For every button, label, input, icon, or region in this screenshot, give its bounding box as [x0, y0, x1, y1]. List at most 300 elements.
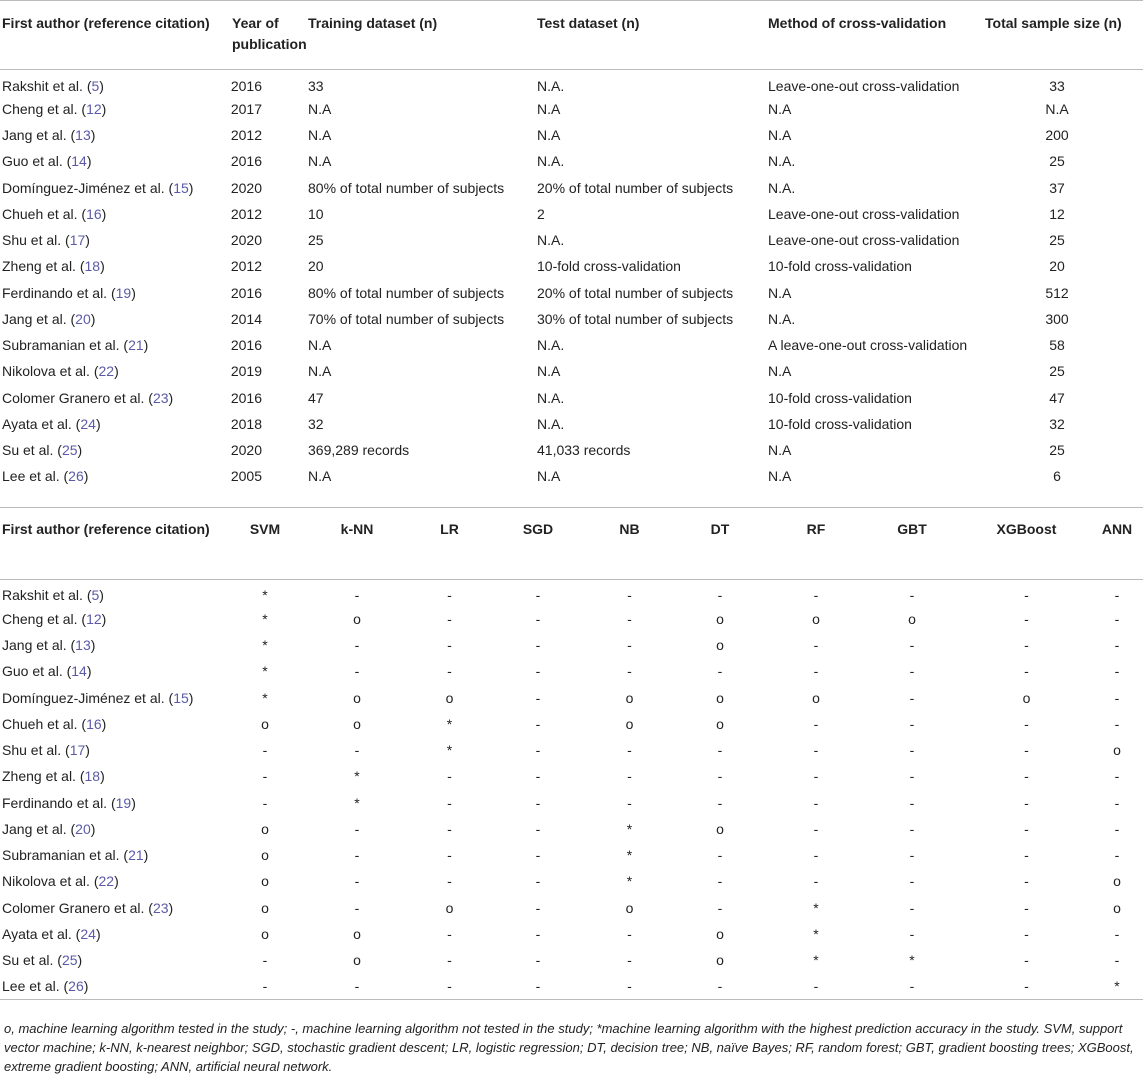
algorithm-mark: - [447, 637, 452, 654]
year-cell: 2018 [230, 415, 262, 432]
author-cell: Ayata et al. (24) [2, 415, 101, 432]
algorithm-mark: o [908, 610, 916, 627]
author-name: Guo et al. [2, 153, 63, 170]
author-cell: Lee et al. (26) [0, 973, 228, 999]
author-name: Guo et al. [2, 663, 63, 680]
year-cell: 2017 [230, 100, 262, 117]
test-cell: N.A. [537, 77, 565, 94]
citation-link[interactable]: 14 [71, 663, 87, 680]
algorithm-mark: o [353, 715, 361, 732]
algorithm-mark: - [262, 768, 268, 785]
table-row [0, 358, 1143, 384]
algorithm-mark: - [447, 610, 452, 627]
author-name: Rakshit et al. [2, 77, 83, 94]
algorithm-mark: o [625, 715, 634, 732]
citation-link[interactable]: 20 [75, 310, 91, 327]
citation-link[interactable]: 26 [68, 468, 84, 485]
algorithm-mark: o [1113, 742, 1121, 759]
author-cell: Jang et al. (20) [2, 820, 96, 837]
algorithm-mark: - [1024, 952, 1029, 969]
total-cell: 25 [1049, 442, 1065, 459]
algorithm-table-header-row [0, 508, 1143, 580]
author-name: Su et al. [2, 952, 54, 969]
author-cell: Subramanian et al. (21) [2, 847, 149, 864]
algorithm-mark: - [354, 663, 360, 680]
header-algorithm: SVM [228, 508, 302, 580]
algorithm-mark: - [535, 768, 541, 785]
algorithm-mark: * [909, 952, 915, 969]
header-algorithm: XGBoost [962, 508, 1091, 580]
algorithm-mark: o [716, 820, 724, 837]
header-algorithm: DT [670, 508, 770, 580]
algorithm-mark: - [962, 973, 1091, 999]
algorithm-mark: - [354, 820, 360, 837]
header-algorithm: RF [770, 508, 862, 580]
author-name: Subramanian et al. [2, 847, 120, 864]
header-year: Year of publication [228, 1, 308, 70]
algorithm-mark: - [909, 899, 915, 916]
table-row [0, 463, 1143, 489]
algorithm-mark: * [813, 899, 819, 916]
table-row [0, 306, 1143, 332]
algorithm-mark: - [909, 820, 915, 837]
header-test: Test dataset (n) [537, 1, 768, 70]
algorithm-mark: - [813, 637, 819, 654]
algorithm-mark: - [909, 663, 915, 680]
algorithm-mark: - [717, 663, 723, 680]
algorithm-mark: - [909, 847, 915, 864]
algorithm-mark: * [626, 847, 633, 864]
algorithm-mark: * [813, 925, 819, 942]
citation-link[interactable]: 21 [128, 337, 144, 354]
training-cell: 47 [308, 389, 324, 406]
citation-link[interactable]: 20 [75, 820, 91, 837]
table-row [0, 148, 1143, 174]
algorithm-mark: - [447, 587, 452, 604]
algorithm-mark: o [1113, 899, 1121, 916]
algorithm-mark: - [627, 587, 632, 604]
algorithm-mark: - [1114, 847, 1120, 864]
citation-link[interactable]: 15 [173, 689, 189, 706]
algorithm-mark: - [354, 873, 360, 890]
author-cell: Su et al. (25) [2, 442, 83, 459]
algorithm-mark: - [813, 873, 819, 890]
author-cell: Jang et al. (13) [2, 637, 96, 654]
cv-cell: Leave-one-out cross-validation [768, 232, 960, 249]
algorithm-mark: - [813, 847, 819, 864]
algorithm-mark: - [535, 820, 541, 837]
year-cell: 2020 [230, 179, 262, 196]
citation-link[interactable]: 15 [173, 179, 189, 196]
author-name: Domínguez-Jiménez et al. [2, 689, 165, 706]
algorithm-mark: * [626, 820, 633, 837]
test-cell: N.A [537, 100, 561, 117]
year-cell: 2016 [230, 153, 262, 170]
algorithm-mark: - [1114, 663, 1120, 680]
citation-link[interactable]: 23 [152, 899, 169, 916]
author-name: Colomer Granero et al. [2, 389, 145, 406]
algorithm-mark: - [447, 873, 452, 890]
total-cell: 512 [1045, 284, 1069, 301]
author-cell: Rakshit et al. (5) [2, 77, 104, 94]
table-row [0, 763, 1143, 789]
author-name: Chueh et al. [2, 715, 78, 732]
citation-link[interactable]: 24 [80, 925, 96, 942]
author-cell: Domínguez-Jiménez et al. (15) [2, 689, 194, 706]
algorithm-mark: - [627, 742, 632, 759]
algorithm-table [0, 507, 1143, 1000]
cv-cell: N.A. [768, 310, 796, 327]
citation-link[interactable]: 26 [68, 978, 84, 995]
author-cell: Chueh et al. (16) [2, 205, 107, 222]
algorithm-mark: o [445, 689, 454, 706]
algorithm-mark: - [535, 847, 541, 864]
algorithm-mark: - [447, 847, 452, 864]
algorithm-mark: - [1024, 610, 1029, 627]
algorithm-mark: * [354, 768, 360, 785]
algorithm-mark: - [1114, 715, 1120, 732]
algorithm-mark: - [487, 973, 589, 999]
algorithm-mark: - [535, 587, 541, 604]
algorithm-mark: o [716, 637, 724, 654]
header-algorithm: LR [412, 508, 487, 580]
algorithm-mark: - [447, 663, 452, 680]
table-row [0, 606, 1143, 632]
citation-link[interactable]: 16 [86, 715, 102, 732]
citation-link[interactable]: 19 [115, 794, 132, 811]
table-row [0, 947, 1143, 973]
algorithm-mark: - [909, 768, 915, 785]
author-cell: Subramanian et al. (21) [2, 337, 149, 354]
algorithm-mark: o [261, 873, 269, 890]
algorithm-mark: o [261, 899, 269, 916]
cv-cell: 10-fold cross-validation [768, 258, 912, 275]
algorithm-mark: - [717, 873, 723, 890]
year-cell: 2014 [230, 310, 262, 327]
training-cell: 369,289 records [308, 442, 410, 459]
training-cell: 10 [308, 205, 324, 222]
algorithm-mark: - [862, 973, 962, 999]
cv-cell: N.A [768, 127, 792, 144]
author-cell: Nikolova et al. (22) [2, 363, 119, 380]
table-row [0, 70, 1143, 96]
citation-link[interactable]: 13 [75, 637, 91, 654]
citation-link[interactable]: 22 [98, 363, 115, 380]
algorithm-mark: o [1113, 873, 1121, 890]
citation-link[interactable]: 18 [84, 258, 101, 275]
algorithm-mark: - [1024, 715, 1029, 732]
author-cell: Ayata et al. (24) [2, 925, 101, 942]
author-name: Ayata et al. [2, 415, 72, 432]
algorithm-mark: - [535, 925, 541, 942]
training-cell: 80% of total number of subjects [308, 179, 505, 196]
algorithm-mark: - [1114, 952, 1120, 969]
cv-cell: 10-fold cross-validation [768, 415, 912, 432]
header-total: Total sample size (n) [985, 1, 1143, 70]
algorithm-mark: - [535, 899, 541, 916]
algorithm-mark: - [813, 742, 819, 759]
algorithm-mark: * [262, 610, 268, 627]
table-row [0, 711, 1143, 737]
author-cell: Zheng et al. (18) [2, 258, 105, 275]
table-row [0, 253, 1143, 279]
citation-link[interactable]: 19 [115, 284, 132, 301]
author-name: Cheng et al. [2, 100, 78, 117]
algorithm-mark: o [353, 689, 361, 706]
author-cell: Colomer Granero et al. (23) [2, 899, 174, 916]
algorithm-mark: o [812, 689, 820, 706]
table-row [0, 868, 1143, 894]
algorithm-mark: - [1024, 899, 1029, 916]
algorithm-mark: - [535, 742, 541, 759]
algorithm-mark: o [716, 952, 724, 969]
cv-cell: N.A [768, 100, 792, 117]
algorithm-mark: o [812, 610, 820, 627]
algorithm-mark: o [625, 689, 634, 706]
algorithm-mark: - [1024, 925, 1029, 942]
citation-link[interactable]: 22 [98, 873, 115, 890]
algorithm-mark: - [354, 587, 360, 604]
table-row [0, 332, 1143, 358]
citation-link[interactable]: 21 [128, 847, 144, 864]
algorithm-mark: - [627, 925, 632, 942]
training-cell: N.A [308, 127, 332, 144]
citation-link[interactable]: 17 [69, 232, 86, 249]
algorithm-mark: o [716, 715, 724, 732]
algorithm-mark: - [535, 637, 541, 654]
year-cell: 2019 [230, 363, 262, 380]
algorithm-mark: - [1114, 689, 1120, 706]
algorithm-mark: o [445, 899, 454, 916]
author-name: Cheng et al. [2, 610, 78, 627]
algorithm-mark: - [909, 689, 915, 706]
algorithm-mark: - [354, 899, 360, 916]
total-cell: 25 [1049, 232, 1065, 249]
cv-cell: 10-fold cross-validation [768, 389, 912, 406]
author-name: Jang et al. [2, 127, 67, 144]
total-cell: 37 [1049, 179, 1065, 196]
algorithm-mark: - [813, 794, 819, 811]
algorithm-mark: - [813, 663, 819, 680]
test-cell: N.A [537, 363, 561, 380]
header-training: Training dataset (n) [308, 1, 537, 70]
algorithm-mark: - [813, 587, 819, 604]
year-cell: 2005 [230, 468, 262, 485]
author-name: Su et al. [2, 442, 54, 459]
author-name: Jang et al. [2, 637, 67, 654]
citation-link[interactable]: 23 [152, 389, 169, 406]
algorithm-mark: - [447, 820, 452, 837]
table-row [0, 895, 1143, 921]
training-cell: N.A [308, 100, 332, 117]
author-name: Ayata et al. [2, 925, 72, 942]
header-algorithm: GBT [862, 508, 962, 580]
dataset-table-header-row [0, 1, 1143, 70]
citation-link[interactable]: 25 [61, 952, 78, 969]
citation-link[interactable]: 17 [69, 742, 86, 759]
table-row [0, 175, 1143, 201]
algorithm-mark: o [261, 820, 269, 837]
total-cell: 200 [1045, 127, 1069, 144]
algorithm-mark: - [1114, 637, 1120, 654]
author-name: Ferdinando et al. [2, 794, 108, 811]
table-row [0, 385, 1143, 411]
algorithm-mark: - [909, 587, 915, 604]
header-author: First author (reference citation) [0, 1, 228, 70]
author-cell: Colomer Granero et al. (23) [2, 389, 174, 406]
author-cell: Ferdinando et al. (19) [2, 284, 136, 301]
algorithm-mark: o [353, 925, 361, 942]
algorithm-mark: - [670, 973, 770, 999]
algorithm-mark: - [717, 587, 723, 604]
algorithm-mark: - [1114, 610, 1120, 627]
training-cell: N.A [308, 468, 332, 485]
table-row [0, 658, 1143, 684]
algorithm-mark: - [627, 794, 632, 811]
algorithm-mark: - [447, 768, 452, 785]
training-cell: N.A [308, 363, 332, 380]
author-name: Lee et al. [2, 468, 60, 485]
algorithm-mark: - [909, 794, 915, 811]
year-cell: 2016 [230, 284, 262, 301]
author-cell: Chueh et al. (16) [2, 715, 107, 732]
author-name: Nikolova et al. [2, 363, 90, 380]
author-name: Zheng et al. [2, 768, 76, 785]
algorithm-mark: - [535, 952, 541, 969]
citation-link[interactable]: 12 [86, 100, 102, 117]
table-row [0, 411, 1143, 437]
algorithm-mark: * [262, 587, 268, 604]
author-cell: Shu et al. (17) [2, 742, 90, 759]
total-cell: 32 [1049, 415, 1065, 432]
cv-cell: N.A [768, 363, 792, 380]
algorithm-mark: - [589, 973, 670, 999]
dataset-table [0, 0, 1143, 490]
citation-link[interactable]: 18 [84, 768, 101, 785]
algorithm-mark: - [302, 973, 412, 999]
test-cell: N.A. [537, 415, 565, 432]
algorithm-mark: - [535, 689, 541, 706]
author-cell: Jang et al. (20) [2, 310, 96, 327]
algorithm-mark: - [535, 610, 541, 627]
total-cell: 300 [1045, 310, 1069, 327]
author-name: Ferdinando et al. [2, 284, 108, 301]
algorithm-mark: - [717, 847, 723, 864]
author-cell: Nikolova et al. (22) [2, 873, 119, 890]
algorithm-mark: o [716, 610, 724, 627]
citation-link[interactable]: 25 [61, 442, 78, 459]
algorithm-mark: o [1022, 689, 1031, 706]
algorithm-mark: - [717, 742, 723, 759]
cv-cell: N.A [768, 468, 792, 485]
algorithm-mark: * [262, 663, 268, 680]
algorithm-mark: - [717, 899, 723, 916]
algorithm-mark: - [354, 847, 360, 864]
algorithm-mark: - [1024, 847, 1029, 864]
header-algorithm: SGD [487, 508, 589, 580]
citation-link[interactable]: 13 [75, 127, 91, 144]
algorithm-mark: o [625, 899, 634, 916]
total-cell: 12 [1049, 205, 1065, 222]
test-cell: 30% of total number of subjects [537, 310, 734, 327]
citation-link[interactable]: 5 [91, 587, 100, 604]
algorithm-mark: - [535, 663, 541, 680]
author-cell: Jang et al. (13) [2, 127, 96, 144]
algorithm-mark: - [354, 637, 360, 654]
table-footnote: o, machine learning algorithm tested in the study; -, machine learning algorithm not tested in the study; *machine learning algorithm with the highest prediction accuracy in the study. SVM, support vector machine; k-NN, k-nearest neighbor; SGD, stochastic gradient descent; LR, logistic regression; DT, decision tree; NB, naïve Bayes; RF, random forest; GBT, gradient boosting trees; XGBoost, extreme gradient boosting; ANN, artificial neural network. [4, 1021, 1134, 1074]
author-name: Colomer Granero et al. [2, 899, 145, 916]
test-cell: 20% of total number of subjects [537, 284, 734, 301]
algorithm-mark: * [262, 689, 268, 706]
citation-link[interactable]: 14 [71, 153, 87, 170]
training-cell: 25 [308, 232, 324, 249]
author-name: Lee et al. [2, 978, 60, 995]
table-row [0, 737, 1143, 763]
algorithm-mark: - [447, 925, 452, 942]
author-cell: Zheng et al. (18) [2, 768, 105, 785]
author-cell: Lee et al. (26) [2, 468, 89, 485]
algorithm-mark: - [1024, 637, 1029, 654]
table-row [0, 122, 1143, 148]
algorithm-table-body [0, 580, 1143, 1000]
author-cell: Cheng et al. (12) [2, 610, 107, 627]
total-cell: 6 [1053, 468, 1061, 485]
algorithm-mark: - [717, 794, 723, 811]
algorithm-mark: * [1091, 973, 1143, 999]
algorithm-mark: - [262, 952, 268, 969]
algorithm-mark: - [447, 794, 452, 811]
algorithm-mark: - [1024, 742, 1029, 759]
algorithm-mark: * [446, 742, 453, 759]
algorithm-mark: - [1024, 663, 1029, 680]
algorithm-mark: - [909, 715, 915, 732]
algorithm-mark: - [813, 768, 819, 785]
algorithm-mark: o [261, 715, 269, 732]
algorithm-mark: o [716, 925, 724, 942]
author-name: Jang et al. [2, 310, 67, 327]
author-name: Domínguez-Jiménez et al. [2, 179, 165, 196]
algorithm-mark: - [447, 952, 452, 969]
total-cell: 20 [1049, 258, 1065, 275]
author-cell: Cheng et al. (12) [2, 100, 107, 117]
author-name: Rakshit et al. [2, 587, 83, 604]
algorithm-mark: - [813, 820, 819, 837]
total-cell: 33 [1049, 77, 1065, 94]
table-row [0, 842, 1143, 868]
header-algorithm: ANN [1091, 508, 1143, 580]
year-cell: 2020 [230, 442, 262, 459]
algorithm-mark: * [813, 952, 819, 969]
citation-link[interactable]: 16 [86, 205, 102, 222]
table-row [0, 580, 1143, 606]
test-cell: 20% of total number of subjects [537, 179, 734, 196]
table-row [0, 201, 1143, 227]
citation-link[interactable]: 24 [80, 415, 96, 432]
citation-link[interactable]: 5 [91, 77, 100, 94]
author-cell: Ferdinando et al. (19) [2, 794, 136, 811]
algorithm-mark: - [1024, 820, 1029, 837]
algorithm-mark: - [627, 768, 632, 785]
algorithm-mark: - [627, 952, 632, 969]
author-name: Shu et al. [2, 742, 62, 759]
algorithm-mark: - [1024, 794, 1029, 811]
header-author: First author (reference citation) [0, 508, 228, 580]
citation-link[interactable]: 12 [86, 610, 102, 627]
author-cell: Domínguez-Jiménez et al. (15) [2, 179, 194, 196]
header-cv: Method of cross-validation [768, 1, 985, 70]
algorithm-mark: - [909, 925, 915, 942]
algorithm-mark: - [1114, 925, 1120, 942]
